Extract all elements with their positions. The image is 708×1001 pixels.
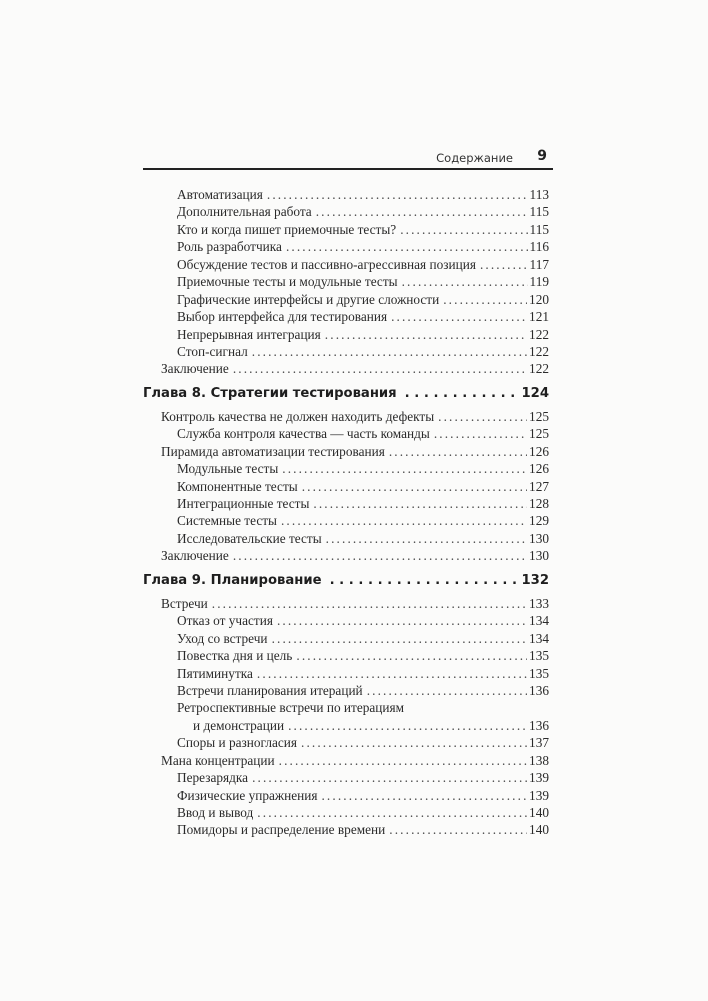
dot-leader xyxy=(330,571,518,591)
dot-leader xyxy=(389,821,527,838)
entry-page: 122 xyxy=(529,361,549,377)
entry-page: 126 xyxy=(529,443,549,459)
chapter-page: 124 xyxy=(521,385,549,401)
entry-title: Выбор интерфейса для тестирования xyxy=(177,309,388,325)
toc-chapter-8[interactable] xyxy=(143,384,549,404)
dot-leader xyxy=(212,595,527,612)
toc-entry[interactable] xyxy=(161,512,549,529)
entry-page: 121 xyxy=(529,309,549,325)
toc-entry[interactable] xyxy=(161,360,549,377)
toc-group-chapter9-cont xyxy=(161,734,549,839)
toc-entry[interactable] xyxy=(161,769,549,786)
entry-page: 130 xyxy=(529,548,549,564)
entry-page: 113 xyxy=(529,187,549,202)
dot-leader xyxy=(400,221,527,238)
entry-page: 125 xyxy=(529,408,549,424)
toc-entry[interactable] xyxy=(161,186,549,203)
dot-leader xyxy=(233,360,527,377)
entry-title: Кто и когда пишет приемочные тесты? xyxy=(177,221,397,237)
chapter-title: Глава 9. Планирование xyxy=(143,572,322,588)
toc-entry[interactable] xyxy=(161,665,549,682)
toc-entry[interactable] xyxy=(161,495,549,512)
toc-entry[interactable] xyxy=(161,308,549,325)
entry-page: 129 xyxy=(529,513,549,529)
entry-title: Служба контроля качества — часть команды xyxy=(177,426,430,442)
entry-title: Перезарядка xyxy=(177,770,249,786)
entry-page: 139 xyxy=(529,770,549,786)
dot-leader xyxy=(316,203,528,220)
entry-title: Роль разработчика xyxy=(177,239,282,255)
dot-leader xyxy=(302,478,527,495)
dot-leader xyxy=(389,443,527,460)
dot-leader xyxy=(391,308,527,325)
toc-entry[interactable] xyxy=(161,612,549,629)
entry-page: 119 xyxy=(529,274,549,290)
entry-page: 116 xyxy=(529,239,549,255)
entry-title: Повестка дня и цель xyxy=(177,648,293,664)
toc-entry[interactable] xyxy=(161,221,549,238)
entry-title: Приемочные тесты и модульные тесты xyxy=(177,274,398,290)
entry-title: Дополнительная работа xyxy=(177,204,312,220)
toc-entry[interactable] xyxy=(161,460,549,477)
toc-entry[interactable] xyxy=(161,326,549,343)
dot-leader xyxy=(282,460,527,477)
entry-title: Отказ от участия xyxy=(177,613,273,629)
entry-title: Непрерывная интеграция xyxy=(177,326,321,342)
dot-leader xyxy=(296,647,527,664)
dot-leader xyxy=(325,326,527,343)
entry-title: Встречи xyxy=(161,595,208,611)
toc-entry[interactable] xyxy=(161,291,549,308)
toc-entry[interactable] xyxy=(161,530,549,547)
entry-title: Заключение xyxy=(161,361,229,377)
entry-page: 137 xyxy=(529,735,549,751)
toc-group-chapter9 xyxy=(161,595,549,700)
entry-page: 120 xyxy=(529,291,549,307)
dot-leader xyxy=(281,512,527,529)
toc-entry[interactable] xyxy=(161,595,549,612)
toc-entry[interactable] xyxy=(161,804,549,821)
entry-page: 134 xyxy=(529,613,549,629)
toc-entry[interactable] xyxy=(161,273,549,290)
entry-page: 128 xyxy=(529,496,549,511)
entry-page: 122 xyxy=(529,343,549,359)
entry-title: Физические упражнения xyxy=(177,787,318,803)
dot-leader xyxy=(313,495,527,512)
entry-title: Споры и разногласия xyxy=(177,735,297,751)
toc-entry[interactable] xyxy=(161,425,549,442)
dot-leader xyxy=(367,682,527,699)
entry-title: Ввод и вывод xyxy=(177,805,254,820)
entry-title: Пирамида автоматизации тестирования xyxy=(161,443,385,459)
toc-entry[interactable] xyxy=(161,821,549,838)
dot-leader xyxy=(267,186,528,203)
entry-page: 115 xyxy=(529,221,549,237)
entry-title: Графические интерфейсы и другие сложности xyxy=(177,291,440,307)
dot-leader xyxy=(402,273,528,290)
entry-page: 115 xyxy=(529,204,549,220)
entry-title: Уход со встречи xyxy=(177,630,268,646)
entry-title: Автоматизация xyxy=(177,187,263,202)
entry-title: Системные тесты xyxy=(177,513,277,529)
toc-entry[interactable] xyxy=(161,343,549,360)
entry-page: 135 xyxy=(529,665,549,681)
entry-page: 136 xyxy=(529,717,549,733)
chapter-page: 132 xyxy=(521,572,549,588)
dot-leader xyxy=(252,343,527,360)
dot-leader xyxy=(434,425,527,442)
toc-entry[interactable] xyxy=(161,238,549,255)
dot-leader xyxy=(277,612,527,629)
dot-leader xyxy=(326,530,527,547)
entry-title: Модульные тесты xyxy=(177,461,279,477)
chapter-title: Глава 8. Стратегии тестирования xyxy=(143,385,397,401)
toc-group-chapter7-end xyxy=(161,186,549,378)
entry-page: 140 xyxy=(529,805,549,820)
toc-entry[interactable] xyxy=(161,547,549,564)
dot-leader xyxy=(301,734,527,751)
entry-title: Мана концентрации xyxy=(161,752,275,768)
entry-page: 133 xyxy=(529,595,549,611)
entry-page: 135 xyxy=(529,648,549,664)
dot-leader xyxy=(405,384,518,404)
header-title: Содержание xyxy=(436,151,513,165)
dot-leader xyxy=(272,630,527,647)
entry-page: 125 xyxy=(529,426,549,442)
entry-title: Интеграционные тесты xyxy=(177,496,310,511)
dot-leader xyxy=(438,408,527,425)
dot-leader xyxy=(321,787,527,804)
dot-leader xyxy=(257,665,527,682)
toc-entry[interactable] xyxy=(161,203,549,220)
entry-page: 122 xyxy=(529,326,549,342)
entry-title: Контроль качества не должен находить дефекты xyxy=(161,408,435,424)
entry-page: 127 xyxy=(529,478,549,494)
entry-page: 136 xyxy=(529,682,549,698)
entry-title: Помидоры и распределение времени xyxy=(177,822,386,838)
entry-title: Исследовательские тесты xyxy=(177,530,322,546)
dot-leader xyxy=(257,804,527,821)
entry-title-line2: и демонстрации xyxy=(193,717,285,733)
toc-entry[interactable] xyxy=(161,752,549,769)
toc-chapter-9[interactable] xyxy=(143,571,549,591)
toc-entry[interactable] xyxy=(161,478,549,495)
toc-group-chapter8 xyxy=(161,408,549,565)
dot-leader xyxy=(288,717,527,734)
entry-page: 139 xyxy=(529,787,549,803)
dot-leader xyxy=(233,547,527,564)
entry-title: Компонентные тесты xyxy=(177,478,298,494)
running-header xyxy=(143,148,553,170)
toc-entry[interactable] xyxy=(161,256,549,273)
entry-title-line1: Ретроспективные встречи по итерациям xyxy=(177,700,405,716)
entry-page: 134 xyxy=(529,630,549,646)
dot-leader xyxy=(286,238,528,255)
toc-entry[interactable] xyxy=(161,787,549,804)
toc-entry[interactable] xyxy=(161,443,549,460)
entry-title: Встречи планирования итераций xyxy=(177,682,363,698)
entry-title: Обсуждение тестов и пассивно-агрессивная позиция xyxy=(177,256,476,272)
entry-page: 130 xyxy=(529,530,549,546)
page-number: 9 xyxy=(537,148,547,164)
entry-page: 140 xyxy=(529,822,549,838)
toc-entry[interactable] xyxy=(161,734,549,751)
dot-leader xyxy=(279,752,527,769)
toc-entry[interactable] xyxy=(161,630,549,647)
table-of-contents xyxy=(143,186,549,839)
entry-page: 126 xyxy=(529,461,549,477)
entry-page: 117 xyxy=(529,256,549,272)
toc-entry[interactable] xyxy=(161,408,549,425)
entry-title: Стоп-сигнал xyxy=(177,343,248,359)
entry-page: 138 xyxy=(529,752,549,768)
entry-title: Пятиминутка xyxy=(177,665,253,681)
toc-entry-wrapped[interactable] xyxy=(161,699,549,734)
dot-leader xyxy=(252,769,527,786)
toc-entry[interactable] xyxy=(161,647,549,664)
entry-title: Заключение xyxy=(161,548,229,564)
toc-entry[interactable] xyxy=(161,682,549,699)
dot-leader xyxy=(443,291,527,308)
dot-leader xyxy=(480,256,528,273)
